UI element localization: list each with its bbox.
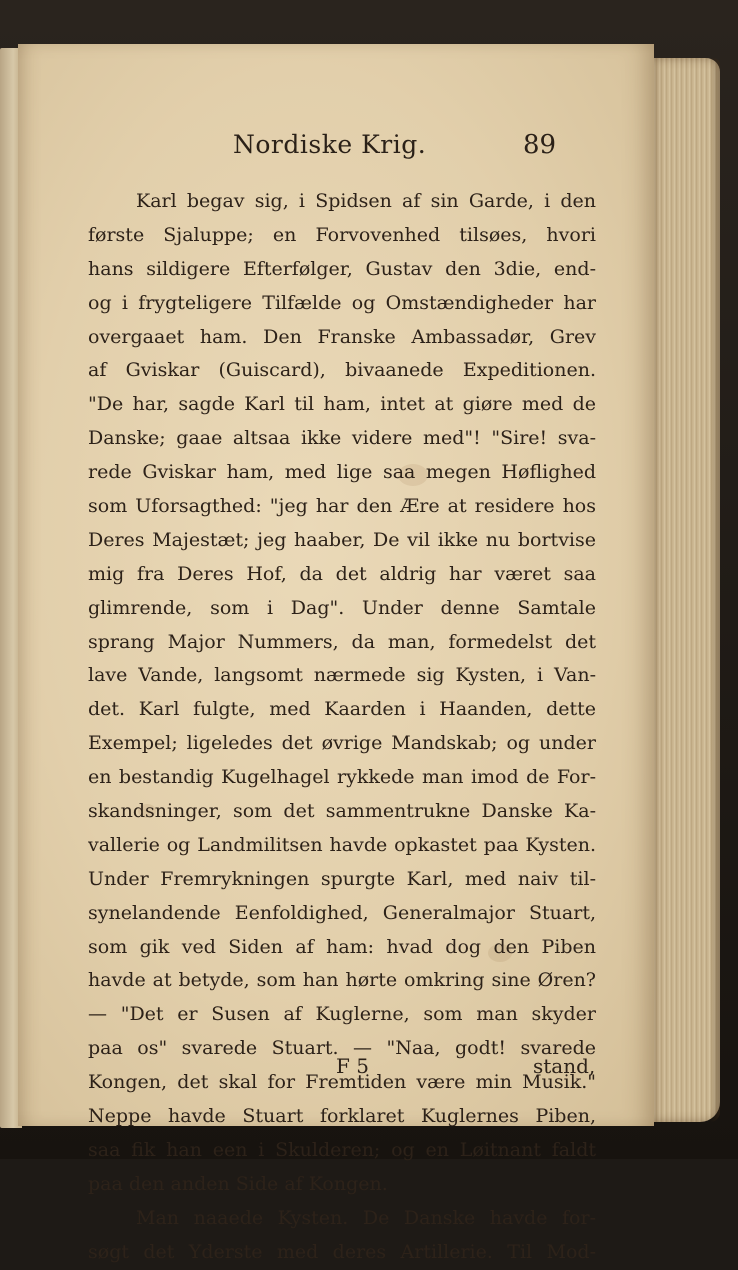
text-line: vallerie og Landmilitsen havde opkastet paa Kysten. xyxy=(88,833,596,856)
text-line: "De har, sagde Karl til ham, intet at giøre med de xyxy=(88,393,596,416)
text-line: skandsninger, som det sammentrukne Danske Ka- xyxy=(88,800,596,823)
text-line: mig fra Deres Hof, da det aldrig har været saa xyxy=(88,562,596,585)
text-line: som Uforsagthed: "jeg har den Ære at residere hos xyxy=(88,495,596,518)
text-line: paa den anden Side af Kongen. xyxy=(88,1172,388,1195)
text-line: og i frygteligere Tilfælde og Omstændigheder har xyxy=(88,291,596,314)
page-footer xyxy=(18,1054,654,1090)
running-head: Nordiske Krig. xyxy=(233,130,427,159)
text-line: synelandende Eenfoldighed, Generalmajor Stuart, xyxy=(88,901,596,924)
text-line: Kongen, det skal for Fremtiden være min Musik." xyxy=(88,1071,596,1094)
text-line: lave Vande, langsomt nærmede sig Kysten, i Van- xyxy=(88,664,596,687)
text-line: paa os" svarede Stuart. — "Naa, godt! svarede xyxy=(88,1037,596,1060)
page-number: 89 xyxy=(523,130,557,160)
body-text xyxy=(88,185,596,1270)
text-line: Under Fremrykningen spurgte Karl, med naiv til- xyxy=(88,867,596,890)
text-line: Neppe havde Stuart forklaret Kuglernes Piben, xyxy=(88,1105,596,1128)
signature-mark: F 5 xyxy=(336,1054,369,1078)
text-line: Exempel; ligeledes det øvrige Mandskab; og under xyxy=(88,732,596,755)
text-line: hans sildigere Efterfølger, Gustav den 3die, end- xyxy=(88,257,596,280)
text-line: første Sjaluppe; en Forvovenhed tilsøes, hvori xyxy=(88,223,596,246)
text-line: overgaaet ham. Den Franske Ambassadør, Grev xyxy=(88,325,596,348)
text-line: en bestandig Kugelhagel rykkede man imod de For- xyxy=(88,766,596,789)
text-line: som gik ved Siden af ham: hvad dog den Piben xyxy=(88,935,596,958)
page-block-edge xyxy=(648,58,720,1122)
text-line: sprang Major Nummers, da man, formedelst det xyxy=(88,630,596,653)
page-header xyxy=(18,130,654,170)
text-line: — "Det er Susen af Kuglerne, som man skyder xyxy=(88,1003,596,1026)
text-line: saa fik han een i Skulderen; og en Løitnant faldt xyxy=(88,1138,596,1161)
text-line: glimrende, som i Dag". Under denne Samtale xyxy=(88,596,596,619)
text-line: Karl begav sig, i Spidsen af sin Garde, i den xyxy=(136,190,596,212)
text-line: det. Karl fulgte, med Kaarden i Haanden, dette xyxy=(88,698,596,721)
text-line: Deres Majestæt; jeg haaber, De vil ikke nu bortvise xyxy=(88,528,596,551)
book-page xyxy=(18,44,654,1263)
text-line: af Gviskar (Guiscard), bivaanede Expeditionen. xyxy=(88,359,596,382)
text-line: Man naaede Kysten. De Danske havde for- xyxy=(136,1206,596,1229)
text-line: Danske; gaae altsaa ikke videre med"! "Sire! sva- xyxy=(88,427,596,450)
text-line: søgt det Yderste med deres Artillerie. Til Mod- xyxy=(88,1240,596,1263)
catchword: stand, xyxy=(533,1054,596,1078)
text-line: havde at betyde, som han hørte omkring sine Øren? xyxy=(88,969,596,992)
text-line: rede Gviskar ham, med lige saa megen Høflighed xyxy=(88,461,596,484)
